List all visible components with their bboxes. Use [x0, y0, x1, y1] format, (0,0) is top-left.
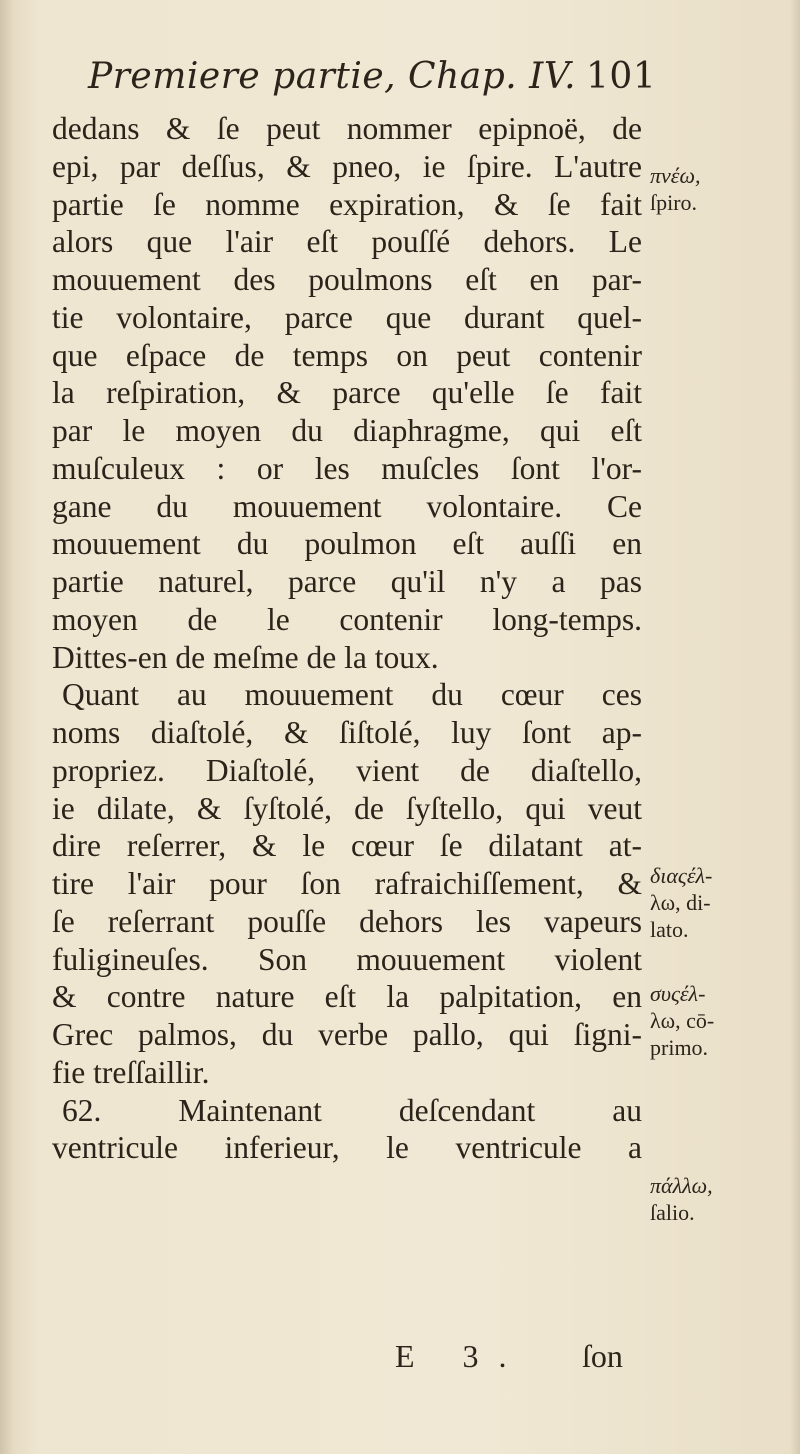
- text-line: ventricule inferieur, le ventricule a: [52, 1130, 642, 1166]
- text-line: ie dilate, & ſyſtolé, de ſyſtello, qui veut: [52, 790, 642, 826]
- margin-greek: συςέλ-: [650, 981, 706, 1006]
- text-line: epi, par deſſus, & pneo, ie ſpire. L'autre: [52, 148, 642, 184]
- text-line: 62. Maintenant deſcendant au: [62, 1092, 642, 1128]
- text-line: alors que l'air eſt pouſſé dehors. Le: [52, 224, 642, 260]
- paragraph-1: [52, 110, 642, 676]
- text-line: Grec palmos, du verbe pallo, qui ſigni-: [52, 1017, 642, 1052]
- running-title: Premiere partie, Chap. IV.: [88, 56, 577, 97]
- margin-greek: πνέω,: [650, 163, 701, 188]
- signature-mark: E 3.: [395, 1338, 527, 1374]
- text-line: mouuement des poulmons eſt en par-: [52, 262, 642, 297]
- text-line: que eſpace de temps on peut contenir: [52, 337, 642, 373]
- paragraph-3: [52, 1092, 642, 1168]
- margin-latin: lato.: [650, 917, 689, 942]
- text-line: Quant au mouuement du cœur ces: [62, 677, 642, 713]
- text-line: mouuement du poulmon eſt auſſi en: [52, 526, 642, 562]
- text-line: dire reſerrer, & le cœur ſe dilatant at-: [52, 828, 642, 864]
- text-line: dedans & ſe peut nommer epipnoë, de: [52, 111, 642, 146]
- margin-note-pneo: [650, 162, 701, 216]
- text-line: partie naturel, parce qu'il n'y a pas: [52, 564, 642, 599]
- text-line: gane du mouuement volontaire. Ce: [52, 488, 642, 524]
- text-line: fie treſſaillir.: [52, 1054, 210, 1090]
- text-line: ſe reſerrant pouſſe dehors les vapeurs: [52, 903, 642, 939]
- margin-greek: διαςέλ-: [650, 863, 713, 888]
- text-line: Dittes-en de meſme de la toux.: [52, 639, 439, 675]
- margin-greek: πάλλω,: [650, 1173, 713, 1198]
- text-line: fuligineuſes. Son mouuement violent: [52, 941, 642, 977]
- paragraph-2: [52, 676, 642, 1091]
- body-text: [52, 110, 642, 1167]
- margin-note-diastello: [650, 862, 712, 943]
- running-header: [88, 56, 657, 106]
- text-line: propriez. Diaſtolé, vient de diaſtello,: [52, 752, 642, 788]
- margin-latin: primo.: [650, 1035, 709, 1060]
- text-line: moyen de le contenir long-temps.: [52, 601, 642, 637]
- text-line: & contre nature eſt la palpitation, en: [52, 979, 642, 1015]
- text-line: tire l'air pour ſon rafraichiſſement, &: [52, 866, 642, 901]
- text-line: par le moyen du diaphragme, qui eſt: [52, 413, 642, 448]
- text-line: la reſpiration, & parce qu'elle ſe fait: [52, 375, 642, 411]
- page-edge-shadow: [790, 0, 800, 1454]
- page-number: 101: [586, 56, 657, 97]
- margin-greek: λω, cō-: [650, 1008, 715, 1033]
- text-line: tie volontaire, parce que durant quel-: [52, 299, 642, 335]
- catchword: ſon: [582, 1338, 623, 1374]
- margin-note-systello: [650, 980, 714, 1061]
- margin-latin: ſalio.: [650, 1200, 695, 1225]
- margin-note-pallo: [650, 1172, 713, 1226]
- margin-greek: λω, di-: [650, 890, 711, 915]
- text-line: noms diaſtolé, & ſiſtolé, luy ſont ap-: [52, 715, 642, 750]
- text-line: muſculeux : or les muſcles ſont l'or-: [52, 450, 642, 486]
- text-line: partie ſe nomme expiration, & ſe fait: [52, 186, 642, 222]
- margin-latin: ſpiro.: [650, 190, 698, 215]
